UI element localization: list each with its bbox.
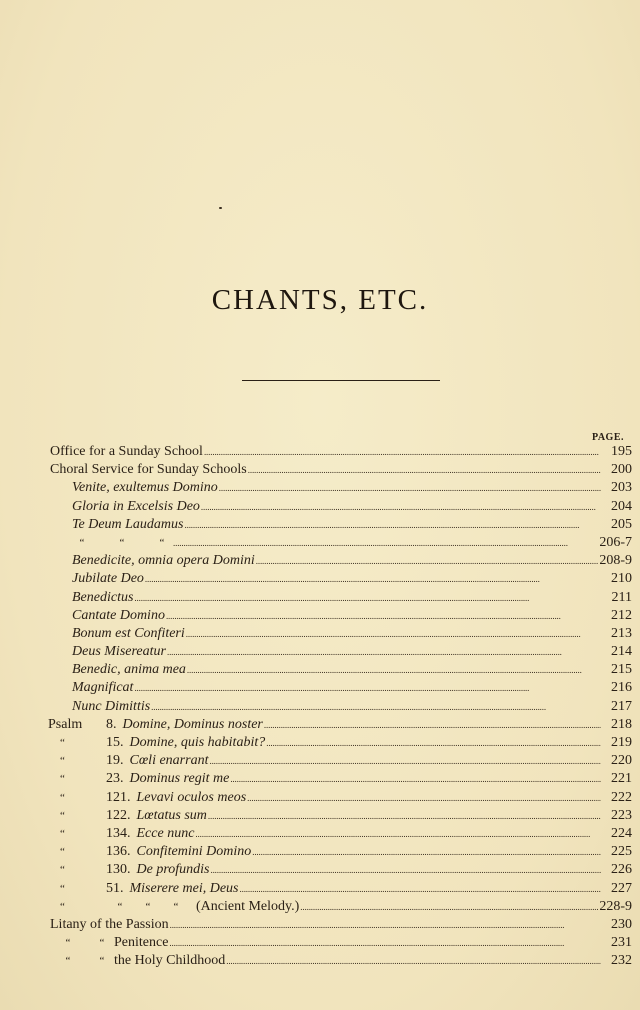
toc-entry-lead — [48, 808, 207, 824]
page-column-heading: PAGE. — [591, 432, 624, 443]
toc-entry-lead — [48, 717, 263, 733]
toc-entry-title: Nunc Dimittis — [72, 698, 151, 714]
toc-entry-lead — [48, 537, 172, 549]
toc-entry — [48, 516, 632, 534]
dot-leader — [173, 534, 598, 546]
dot-leader — [210, 861, 601, 873]
toc-entry-title: Ecce nunc — [136, 825, 195, 841]
toc-entry — [48, 880, 632, 898]
toc-entry-page: 203 — [611, 480, 632, 496]
psalm-number: 15. — [106, 735, 124, 750]
toc-entry-title: De profundis — [136, 862, 210, 878]
toc-entry-page: 223 — [611, 807, 632, 823]
toc-entry-lead — [48, 735, 265, 751]
dot-leader — [151, 698, 601, 710]
ditto-mark: “ — [99, 955, 105, 968]
psalm-number: 134. — [106, 825, 131, 841]
dot-leader — [145, 570, 601, 582]
toc-entry-lead — [48, 899, 299, 915]
toc-entry-page: 212 — [611, 607, 632, 623]
toc-entry-page: 227 — [611, 880, 632, 896]
toc-entry-page: 208-9 — [599, 553, 632, 569]
dot-leader — [266, 734, 601, 746]
toc-entry-lead — [48, 862, 209, 878]
toc-entry — [48, 589, 632, 607]
toc-entry-lead — [48, 753, 208, 769]
toc-entry-page: 221 — [611, 771, 632, 787]
dot-leader — [169, 934, 601, 946]
toc-entry — [48, 770, 632, 788]
toc-entry-lead — [48, 699, 150, 715]
toc-entry-lead — [48, 881, 239, 897]
toc-entry-title: Levavi oculos meos — [136, 789, 247, 805]
ditto-mark: “ — [117, 900, 123, 913]
toc-entry-lead — [48, 444, 203, 460]
ditto-mark: “ — [119, 536, 125, 549]
dot-leader — [187, 661, 601, 673]
psalm-number: 121. — [106, 789, 131, 805]
toc-entry-title: Benedic, anima mea — [72, 662, 186, 678]
toc-entry — [48, 789, 632, 807]
toc-entry-title: (Ancient Melody.) — [196, 898, 300, 914]
toc-entry — [48, 843, 632, 861]
toc-entry-lead — [48, 499, 200, 515]
toc-entry-title: Jubilate Deo — [72, 571, 144, 587]
psalm-label: “ — [60, 900, 65, 913]
ditto-mark: “ — [99, 937, 105, 950]
toc-entry-title: Benedicite, omnia opera Domini — [72, 553, 255, 569]
toc-entry-page: 218 — [611, 716, 632, 732]
toc-entry — [48, 952, 632, 970]
dot-leader — [240, 880, 602, 892]
toc-entry-lead — [48, 590, 133, 606]
toc-entry-lead — [48, 608, 165, 624]
toc-entry — [48, 643, 632, 661]
title-rule — [242, 380, 440, 381]
toc-entry-title: Confitemini Domino — [136, 844, 252, 860]
toc-entry — [48, 734, 632, 752]
toc-entry-title: Lœtatus sum — [136, 807, 207, 823]
ditto-mark: “ — [65, 937, 71, 950]
dot-leader — [201, 498, 601, 510]
toc-entry-title: Benedictus — [72, 589, 134, 605]
toc-entry-title: Te Deum Laudamus — [72, 516, 184, 532]
psalm-number: 8. — [106, 716, 117, 732]
dot-leader — [134, 589, 601, 601]
toc-entry-title: Cœli enarrant — [129, 753, 209, 769]
toc-entry — [48, 861, 632, 879]
toc-entry-page: 206-7 — [599, 534, 632, 550]
toc-entry — [48, 934, 632, 952]
psalm-number: 23. — [106, 771, 124, 787]
toc-entry — [48, 916, 632, 934]
dot-leader — [248, 461, 601, 473]
toc-entry-title: Domine, quis habitabit? — [129, 735, 266, 750]
toc-entry — [48, 479, 632, 497]
toc-entry-page: 195 — [611, 444, 632, 459]
dot-leader — [208, 807, 601, 819]
psalm-number: 122. — [106, 807, 131, 823]
toc-entry-lead — [48, 662, 186, 678]
toc-entry-page: 213 — [611, 625, 632, 641]
psalm-label: “ — [60, 864, 65, 877]
toc-entry-title: Magnificat — [72, 680, 134, 696]
toc-entry-page: 219 — [611, 735, 632, 750]
toc-entry-lead — [48, 826, 194, 842]
dot-leader — [170, 916, 601, 928]
toc-entry-page: 205 — [611, 516, 632, 532]
ditto-mark: “ — [79, 536, 85, 549]
toc-entry-lead — [48, 626, 185, 642]
ditto-mark: “ — [145, 900, 151, 913]
psalm-number: 19. — [106, 753, 124, 769]
toc-entry-page: 232 — [611, 953, 632, 969]
toc-entry-page: 216 — [611, 680, 632, 696]
dot-leader — [264, 716, 601, 728]
toc-entry-lead — [48, 680, 133, 696]
toc-entry-title: the Holy Childhood — [114, 953, 226, 969]
toc-entry-title: Venite, exultemus Domino — [72, 480, 218, 496]
toc-entry-page: 225 — [611, 844, 632, 860]
toc-entry-page: 214 — [611, 644, 632, 660]
toc-entry — [48, 607, 632, 625]
toc-entry-title: Choral Service for Sunday Schools — [50, 462, 247, 478]
toc-entry-title: Deus Misereatur — [72, 644, 166, 660]
table-of-contents — [48, 443, 632, 970]
toc-entry-lead — [48, 917, 169, 933]
dot-leader — [185, 516, 602, 528]
dot-leader — [230, 770, 601, 782]
toc-entry-page: 222 — [611, 789, 632, 805]
dot-leader — [252, 843, 601, 855]
toc-entry — [48, 825, 632, 843]
dot-leader — [219, 479, 601, 491]
toc-entry-title: Miserere mei, Deus — [129, 880, 239, 896]
dot-leader — [247, 789, 601, 801]
toc-entry — [48, 716, 632, 734]
toc-entry-page: 231 — [611, 935, 632, 951]
toc-entry-lead — [48, 935, 168, 951]
toc-entry-title: Gloria in Excelsis Deo — [72, 498, 200, 514]
psalm-label: Psalm — [48, 716, 83, 732]
toc-entry-lead — [48, 644, 166, 660]
toc-entry — [48, 698, 632, 716]
toc-entry-page: 217 — [611, 698, 632, 714]
psalm-label: “ — [60, 846, 65, 859]
toc-entry-title: Bonum est Confiteri — [72, 625, 185, 641]
toc-entry-page: 204 — [611, 498, 632, 514]
toc-entry — [48, 570, 632, 588]
psalm-label: “ — [60, 791, 65, 804]
psalm-number: 51. — [106, 880, 124, 896]
toc-entry-title: Litany of the Passion — [50, 916, 169, 932]
toc-entry-title: Office for a Sunday School — [50, 444, 203, 459]
toc-entry — [48, 898, 632, 916]
toc-entry — [48, 807, 632, 825]
toc-entry-title: Domine, Dominus noster — [122, 716, 263, 732]
toc-entry — [48, 443, 632, 461]
toc-entry-page: 211 — [611, 589, 632, 605]
ditto-mark: “ — [173, 900, 179, 913]
toc-entry — [48, 461, 632, 479]
toc-entry-page: 215 — [611, 662, 632, 678]
toc-entry — [48, 552, 632, 570]
toc-entry-title: Penitence — [114, 935, 169, 951]
toc-entry-lead — [48, 517, 184, 533]
toc-entry — [48, 625, 632, 643]
psalm-label: “ — [60, 755, 65, 768]
toc-entry-page: 228-9 — [599, 898, 632, 914]
toc-entry-page: 210 — [611, 571, 632, 587]
toc-entry-page: 230 — [611, 916, 632, 932]
dot-leader — [195, 825, 601, 837]
psalm-label: “ — [60, 737, 65, 749]
dot-leader — [186, 625, 601, 637]
toc-entry-lead — [48, 462, 247, 478]
dot-leader — [300, 898, 598, 910]
toc-entry-lead — [48, 571, 144, 587]
toc-entry — [48, 498, 632, 516]
ink-speck — [219, 207, 222, 209]
toc-entry-lead — [48, 771, 229, 787]
toc-entry-lead — [48, 790, 246, 806]
dot-leader — [226, 952, 601, 964]
psalm-label: “ — [60, 773, 65, 786]
toc-entry-title: Cantate Domino — [72, 607, 165, 623]
dot-leader — [166, 607, 601, 619]
toc-entry — [48, 534, 632, 552]
toc-entry-title: Dominus regit me — [129, 771, 230, 787]
toc-entry — [48, 752, 632, 770]
toc-entry-page: 224 — [611, 825, 632, 841]
dot-leader — [204, 443, 601, 455]
toc-entry-lead — [48, 953, 225, 969]
dot-leader — [134, 679, 601, 691]
psalm-label: “ — [60, 882, 65, 895]
psalm-number: 130. — [106, 862, 131, 878]
page-title: CHANTS, ETC. — [211, 284, 429, 316]
toc-entry-lead — [48, 480, 218, 496]
toc-entry-page: 226 — [611, 862, 632, 878]
psalm-number: 136. — [106, 844, 131, 860]
dot-leader — [256, 552, 599, 564]
dot-leader — [209, 752, 601, 764]
toc-entry-lead — [48, 553, 255, 569]
toc-entry — [48, 661, 632, 679]
toc-entry-page: 220 — [611, 753, 632, 769]
toc-entry-page: 200 — [611, 462, 632, 478]
toc-entry-lead — [48, 844, 251, 860]
psalm-label: “ — [60, 809, 65, 822]
psalm-label: “ — [60, 827, 65, 840]
dot-leader — [167, 643, 601, 655]
toc-entry — [48, 679, 632, 697]
ditto-mark: “ — [159, 536, 165, 549]
ditto-mark: “ — [65, 955, 71, 968]
